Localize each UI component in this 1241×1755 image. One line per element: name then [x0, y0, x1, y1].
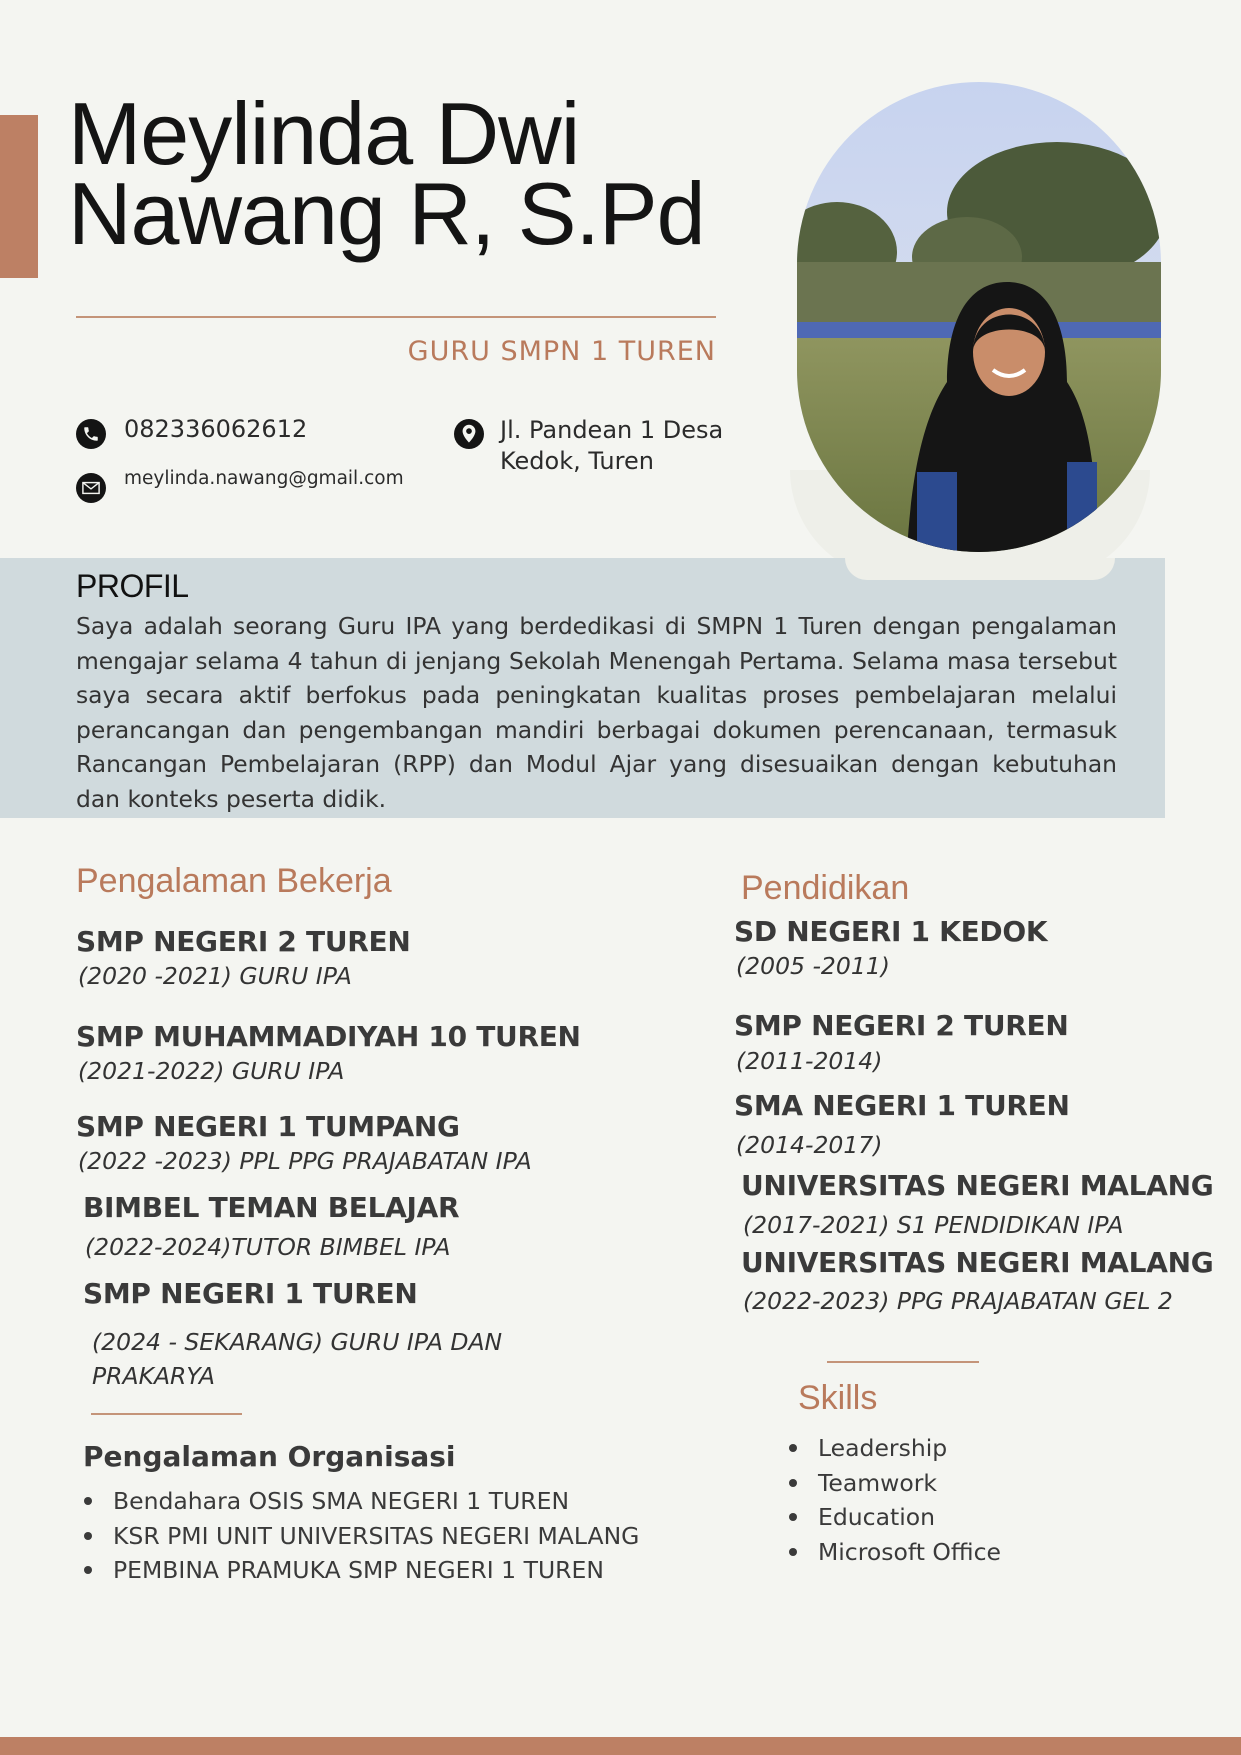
experience-divider [91, 1413, 242, 1415]
education-item-name: SMP NEGERI 2 TUREN [734, 1009, 1069, 1042]
experience-item-detail: (2022-2024)TUTOR BIMBEL IPA [85, 1233, 451, 1261]
experience-heading: Pengalaman Bekerja [76, 862, 392, 900]
education-item-detail: (2017-2021) S1 PENDIDIKAN IPA [743, 1211, 1124, 1239]
education-item-detail: (2022-2023) PPG PRAJABATAN GEL 2 [743, 1287, 1173, 1315]
skill-item: Leadership [788, 1431, 1001, 1466]
candidate-name [68, 84, 768, 263]
education-divider [827, 1361, 979, 1363]
experience-item-detail: (2022 -2023) PPL PPG PRAJABATAN IPA [78, 1147, 532, 1175]
skill-item: Teamwork [788, 1466, 1001, 1501]
list-item: KSR PMI UNIT UNIVERSITAS NEGERI MALANG [83, 1519, 639, 1554]
education-item-detail: (2014-2017) [736, 1131, 883, 1159]
education-item-name: SD NEGERI 1 KEDOK [734, 915, 1048, 948]
education-item-name: SMA NEGERI 1 TUREN [734, 1089, 1070, 1122]
experience-item-detail: (2021-2022) GURU IPA [78, 1057, 345, 1085]
education-item-detail: (2005 -2011) [736, 952, 890, 980]
phone-icon [76, 419, 106, 449]
profile-heading: PROFIL [76, 568, 189, 604]
job-title: GURU SMPN 1 TUREN [407, 336, 716, 367]
education-item-name: UNIVERSITAS NEGERI MALANG [741, 1246, 1214, 1279]
address [500, 415, 723, 477]
accent-bar [0, 115, 38, 278]
experience-item-detail: (2024 - SEKARANG) GURU IPA DAN [92, 1328, 503, 1356]
experience-item-name: SMP NEGERI 1 TUREN [83, 1277, 418, 1310]
experience-item-name: SMP NEGERI 1 TUMPANG [76, 1110, 460, 1143]
address-line-2: Kedok, Turen [500, 447, 654, 475]
footer-bar [0, 1737, 1241, 1755]
envelope-icon [76, 473, 106, 503]
profile-photo [797, 82, 1161, 552]
organization-list [83, 1484, 639, 1588]
experience-item-detail-cont: PRAKARYA [92, 1362, 215, 1390]
location-pin-icon [454, 419, 484, 449]
skills-list [788, 1431, 1001, 1569]
title-divider [76, 316, 716, 318]
phone-number[interactable]: 082336062612 [124, 415, 308, 443]
organization-heading: Pengalaman Organisasi [83, 1440, 456, 1473]
experience-item-name: BIMBEL TEMAN BELAJAR [83, 1191, 460, 1224]
skill-item: Education [788, 1500, 1001, 1535]
experience-item-name: SMP NEGERI 2 TUREN [76, 925, 411, 958]
experience-item-name: SMP MUHAMMADIYAH 10 TUREN [76, 1020, 581, 1053]
experience-item-detail: (2020 -2021) GURU IPA [78, 962, 352, 990]
name-line-1: Meylinda Dwi [68, 84, 580, 183]
education-item-name: UNIVERSITAS NEGERI MALANG [741, 1169, 1214, 1202]
list-item: Bendahara OSIS SMA NEGERI 1 TUREN [83, 1484, 639, 1519]
list-item: PEMBINA PRAMUKA SMP NEGERI 1 TUREN [83, 1553, 639, 1588]
skills-heading: Skills [798, 1379, 878, 1417]
education-heading: Pendidikan [741, 869, 910, 907]
education-item-detail: (2011-2014) [736, 1047, 883, 1075]
photo-cutout [845, 558, 1115, 580]
name-line-2: Nawang R, S.Pd [68, 164, 705, 263]
address-line-1: Jl. Pandean 1 Desa [500, 416, 724, 444]
email-link[interactable]: meylinda.nawang@gmail.com [124, 468, 404, 489]
profile-text: Saya adalah seorang Guru IPA yang berdedikasi di SMPN 1 Turen dengan pengalaman mengajar selama 4 tahun di jenjang Sekolah Menengah Pertama. Selama masa tersebut saya secara aktif berfokus pada peningkatan kualitas proses pembelajaran melalui perancangan dan pengembangan mandiri berbagai dokumen perencanaan, termasuk Rancangan Pembelajaran (RPP) dan Modul Ajar yang disesuaikan dengan kebutuhan dan konteks peserta didik. [76, 612, 1117, 813]
skill-item: Microsoft Office [788, 1535, 1001, 1570]
